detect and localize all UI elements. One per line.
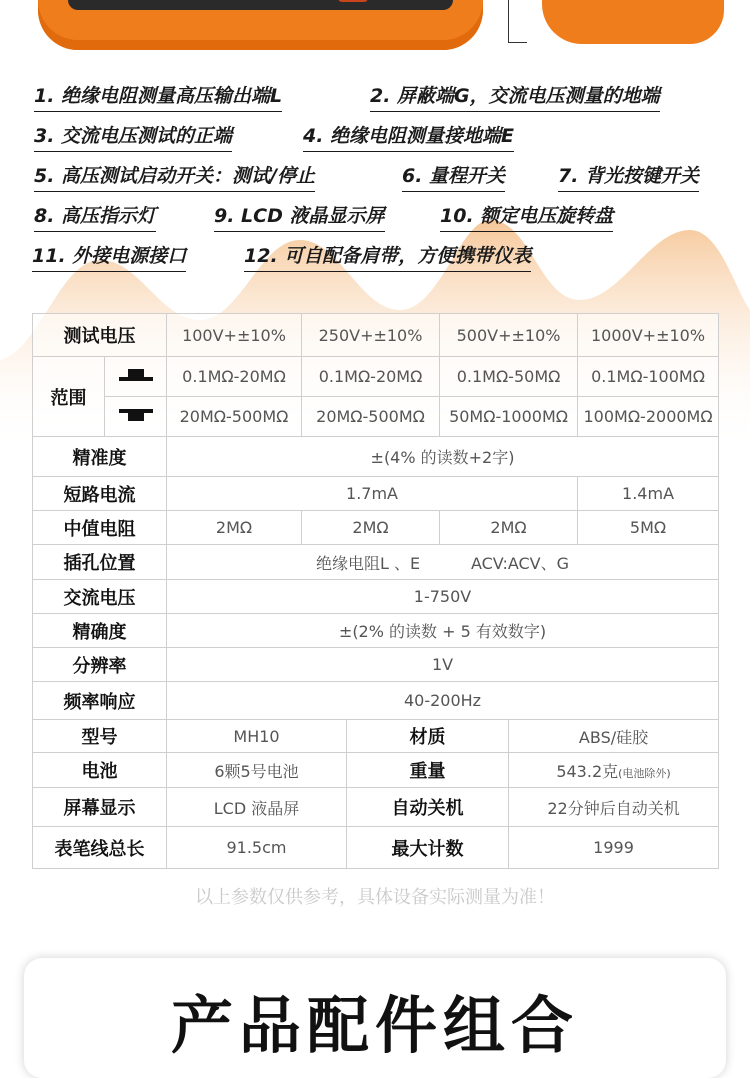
table-cell: 绝缘电阻L 、E ACV:ACV、G: [167, 545, 719, 580]
table-cell: 91.5cm: [167, 827, 347, 869]
table-cell: 100V+±10%: [167, 314, 302, 357]
table-row: [33, 314, 719, 357]
table-cell: 5MΩ: [578, 511, 719, 545]
table-cell: 1000V+±10%: [578, 314, 719, 357]
table-row: [33, 511, 719, 545]
table-cell: 40-200Hz: [167, 682, 719, 720]
label-1: 1. 绝缘电阻测量高压输出端L: [34, 83, 282, 112]
row-label: 材质: [347, 720, 509, 753]
table-cell: MH10: [167, 720, 347, 753]
table-row: [33, 614, 719, 648]
table-row: [33, 357, 719, 397]
label-11: 11. 外接电源接口: [32, 243, 186, 272]
table-cell: LCD 液晶屏: [167, 788, 347, 827]
row-label: 电池: [33, 753, 167, 788]
table-cell: 20MΩ-500MΩ: [302, 397, 440, 437]
row-label: 范围: [33, 357, 105, 437]
row-label: 短路电流: [33, 477, 167, 511]
table-row: [33, 477, 719, 511]
table-cell: 0.1MΩ-20MΩ: [302, 357, 440, 397]
row-label: 重量: [347, 753, 509, 788]
callout-line: [508, 0, 527, 43]
table-cell: ±(2% 的读数 + 5 有效数字): [167, 614, 719, 648]
weight-value: 543.2克: [556, 761, 619, 781]
label-6: 6. 量程开关: [402, 163, 505, 192]
row-label: 屏幕显示: [33, 788, 167, 827]
table-cell: 250V+±10%: [302, 314, 440, 357]
weight-note: (电池除外): [618, 766, 671, 780]
disclaimer-note: 以上参数仅供参考，具体设备实际测量为准！: [195, 887, 555, 908]
row-label: 插孔位置: [33, 545, 167, 580]
table-cell: 22分钟后自动关机: [509, 788, 719, 827]
row-label: 型号: [33, 720, 167, 753]
table-cell: 0.1MΩ-100MΩ: [578, 357, 719, 397]
table-cell: 1-750V: [167, 580, 719, 614]
section-title: 产品配件组合: [170, 989, 579, 1062]
table-cell: 50MΩ-1000MΩ: [440, 397, 578, 437]
table-cell: 0.1MΩ-20MΩ: [167, 357, 302, 397]
label-10: 10. 额定电压旋转盘: [440, 203, 613, 232]
table-cell: 500V+±10%: [440, 314, 578, 357]
device-body: [68, 0, 453, 10]
row-label: 最大计数: [347, 827, 509, 869]
table-cell: 6颗5号电池: [167, 753, 347, 788]
row-label: 频率响应: [33, 682, 167, 720]
label-8: 8. 高压指示灯: [34, 203, 156, 232]
device-photo-right: [542, 0, 724, 44]
table-cell: 1.7mA: [167, 477, 578, 511]
table-cell: 2MΩ: [302, 511, 440, 545]
table-cell: ±(4% 的读数+2字): [167, 437, 719, 477]
table-row: [33, 753, 719, 788]
label-9: 9. LCD 液晶显示屏: [214, 203, 385, 232]
label-12: 12. 可自配备肩带，方便携带仪表: [244, 243, 531, 272]
table-row: [33, 397, 719, 437]
range-low-icon: [119, 367, 153, 383]
table-cell: 2MΩ: [167, 511, 302, 545]
row-label: 精确度: [33, 614, 167, 648]
table-cell: 1V: [167, 648, 719, 682]
table-cell: 1999: [509, 827, 719, 869]
table-row: [33, 827, 719, 869]
table-cell: [509, 753, 719, 788]
label-5: 5. 高压测试启动开关：测试/停止: [34, 163, 315, 192]
row-label: 交流电压: [33, 580, 167, 614]
table-row: [33, 545, 719, 580]
table-row: [33, 437, 719, 477]
table-cell: 1.4mA: [578, 477, 719, 511]
spec-table: [32, 313, 719, 869]
range-low-icon: [105, 357, 167, 397]
label-3: 3. 交流电压测试的正端: [34, 123, 232, 152]
table-row: [33, 720, 719, 753]
table-cell: 20MΩ-500MΩ: [167, 397, 302, 437]
table-cell: 100MΩ-2000MΩ: [578, 397, 719, 437]
label-2: 2. 屏蔽端G，交流电压测量的地端: [370, 83, 660, 112]
device-knob: [338, 0, 368, 2]
row-label: 精准度: [33, 437, 167, 477]
row-label: 分辨率: [33, 648, 167, 682]
device-photo-left: [38, 0, 483, 50]
table-row: [33, 788, 719, 827]
table-cell: 2MΩ: [440, 511, 578, 545]
label-7: 7. 背光按键开关: [558, 163, 699, 192]
range-high-icon: [119, 407, 153, 423]
row-label: 自动关机: [347, 788, 509, 827]
range-high-icon: [105, 397, 167, 437]
row-label: 表笔线总长: [33, 827, 167, 869]
table-row: [33, 648, 719, 682]
table-cell: ABS/硅胶: [509, 720, 719, 753]
table-cell: 0.1MΩ-50MΩ: [440, 357, 578, 397]
row-label: 测试电压: [33, 314, 167, 357]
label-4: 4. 绝缘电阻测量接地端E: [303, 123, 514, 152]
row-label: 中值电阻: [33, 511, 167, 545]
table-row: [33, 682, 719, 720]
table-row: [33, 580, 719, 614]
